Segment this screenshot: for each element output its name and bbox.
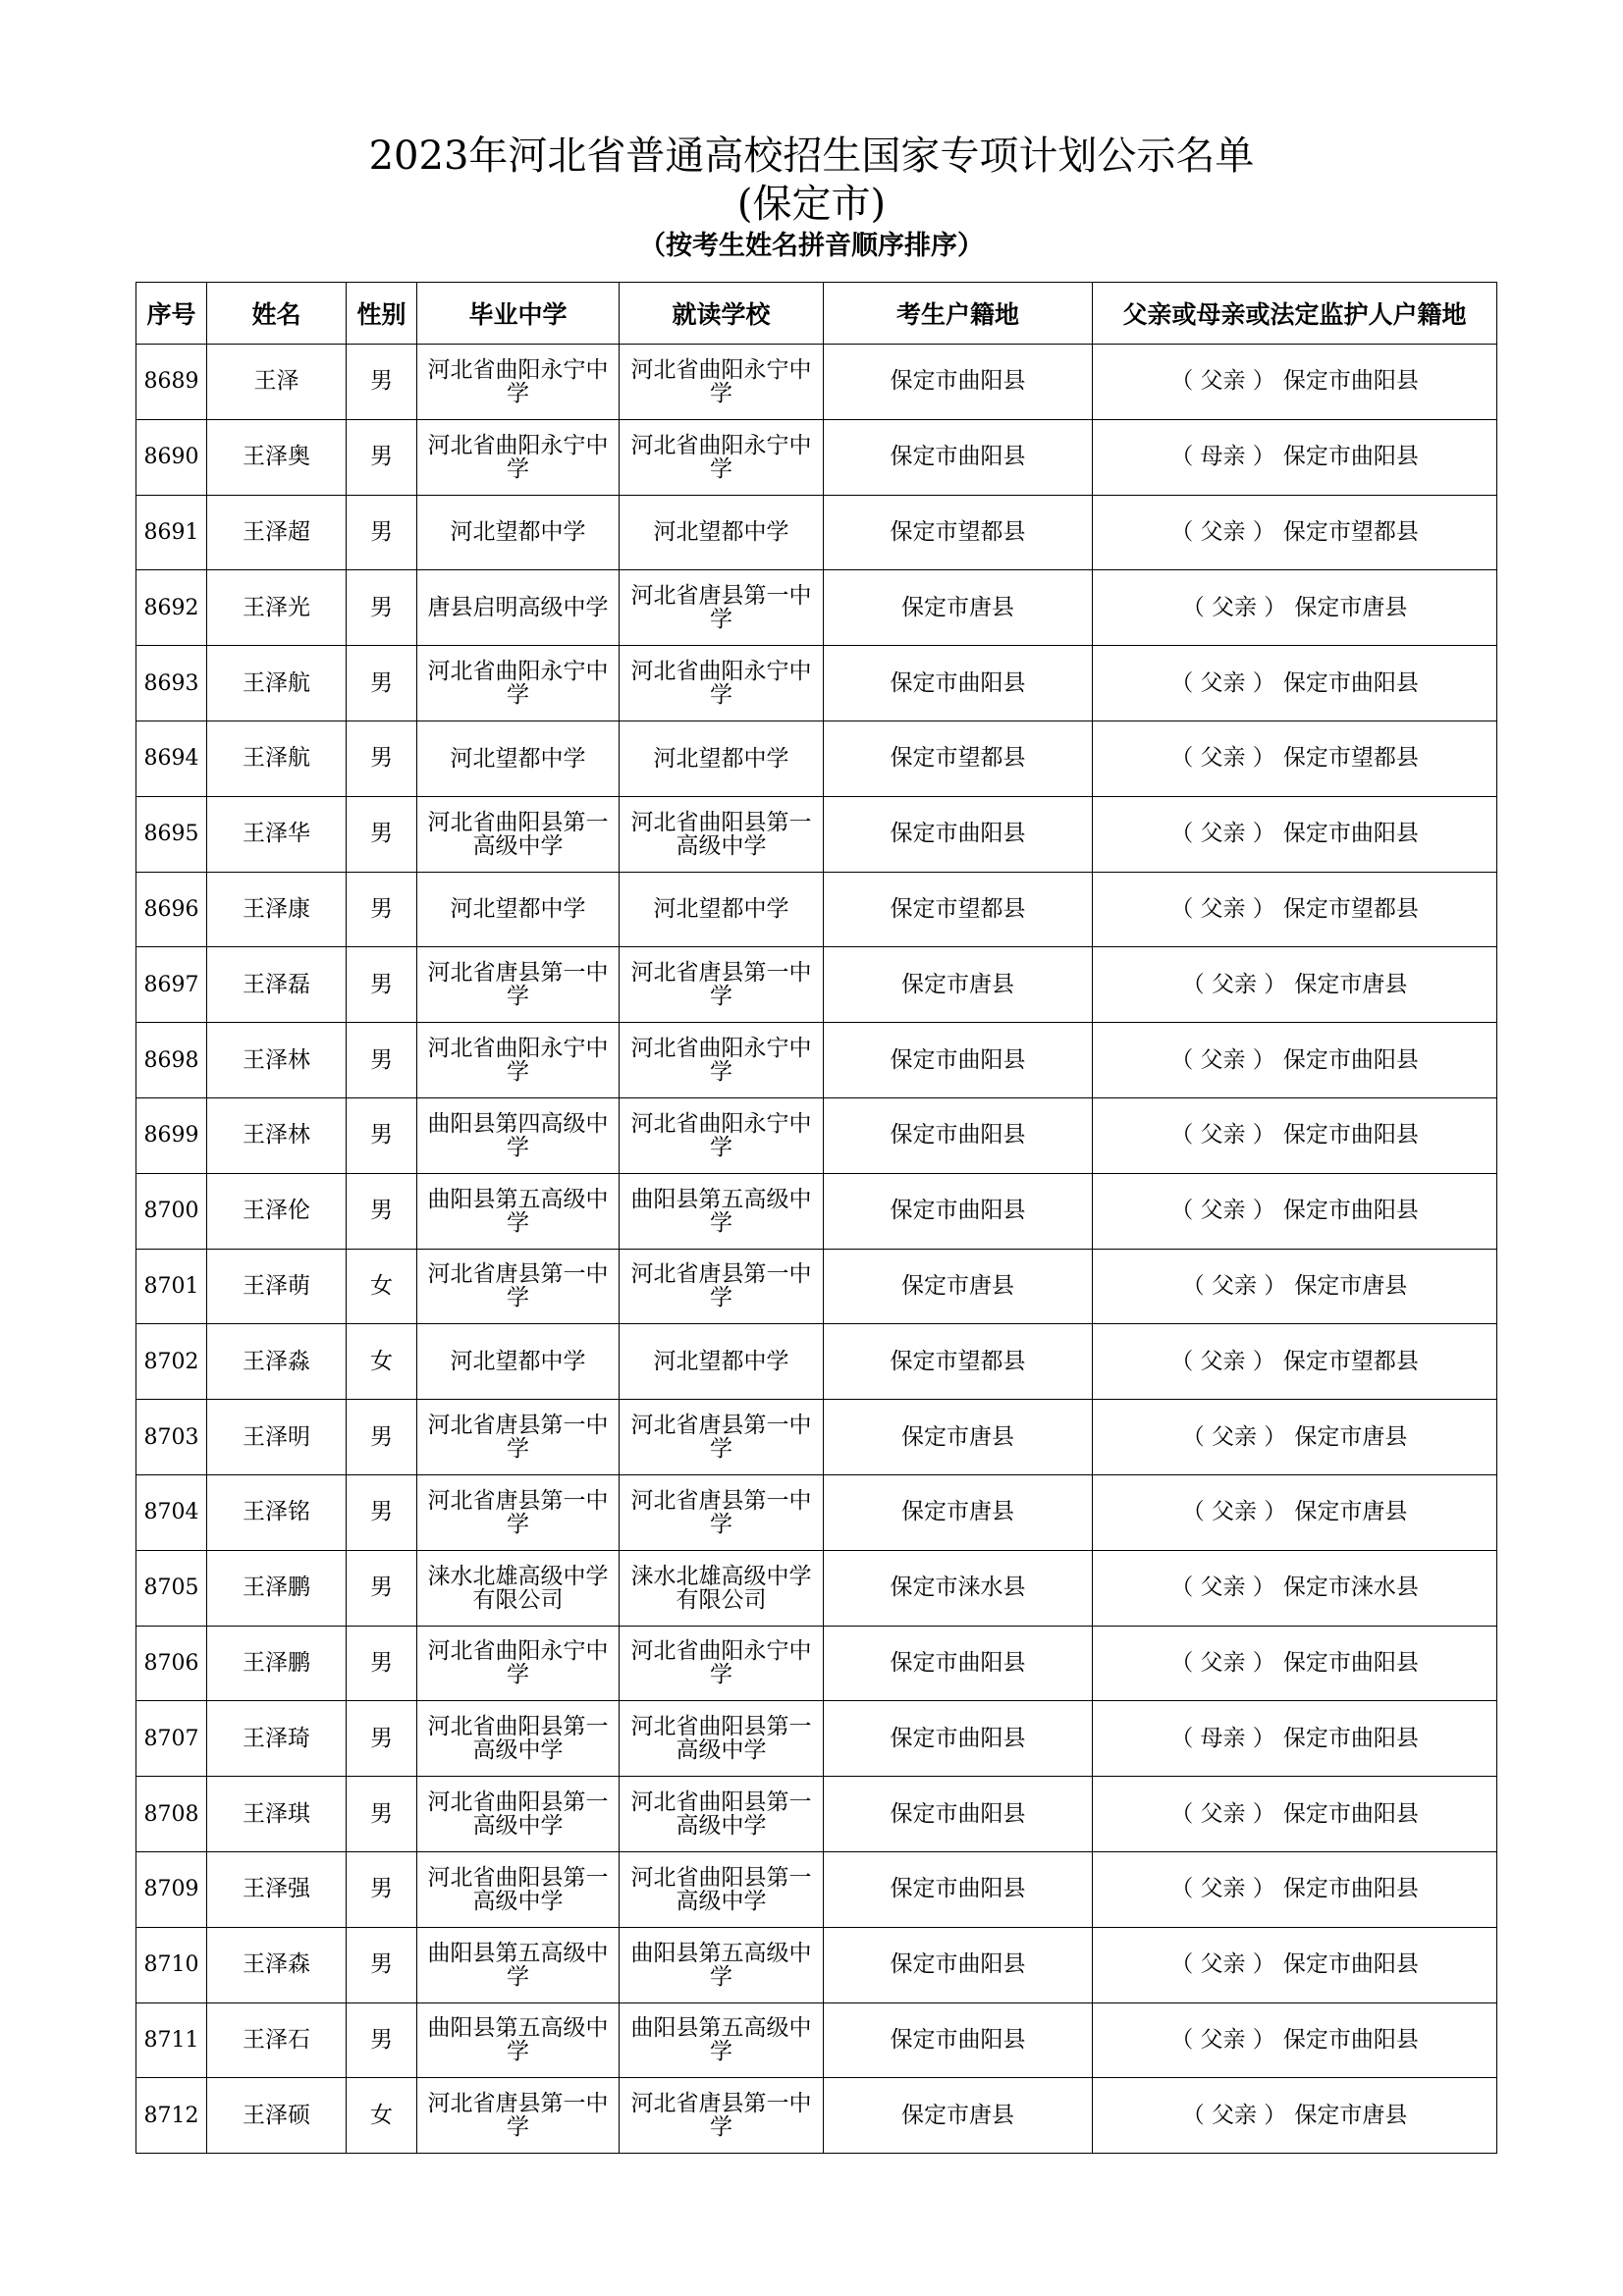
cell-current-school: 河北省唐县第一中学 [620,1474,824,1550]
guardian-relation: （ 父亲 ） [1181,1272,1287,1299]
cell-name: 王泽琦 [207,1701,347,1777]
cell-guardian [1093,721,1497,796]
guardian-hukou: 保定市唐县 [1294,594,1408,620]
cell-no: 8712 [136,2078,207,2154]
cell-no: 8699 [136,1097,207,1173]
table-row [136,495,1497,570]
guardian-relation: （ 父亲 ） [1170,745,1275,772]
cell-current-school: 涞水北雄高级中学有限公司 [620,1550,824,1626]
cell-grad-school: 河北省曲阳县第一高级中学 [417,1851,620,1927]
cell-no: 8709 [136,1851,207,1927]
cell-gender: 男 [347,1097,417,1173]
guardian-relation: （ 父亲 ） [1181,1423,1287,1450]
cell-current-school: 曲阳县第五高级中学 [620,1173,824,1249]
cell-grad-school: 河北望都中学 [417,721,620,796]
cell-grad-school: 河北省曲阳永宁中学 [417,1626,620,1701]
guardian-relation: （ 父亲 ） [1170,2026,1275,2053]
cell-guardian [1093,419,1497,495]
cell-current-school: 河北省曲阳县第一高级中学 [620,796,824,872]
cell-guardian [1093,796,1497,872]
cell-grad-school: 河北省曲阳县第一高级中学 [417,1701,620,1777]
guardian-hukou: 保定市曲阳县 [1282,1649,1419,1676]
cell-guardian [1093,1097,1497,1173]
cell-current-school: 河北望都中学 [620,872,824,947]
guardian-relation: （ 父亲 ） [1170,1348,1275,1374]
guardian-hukou: 保定市望都县 [1282,518,1419,545]
cell-name: 王泽铭 [207,1474,347,1550]
cell-hukou: 保定市曲阳县 [824,2002,1093,2078]
cell-name: 王泽磊 [207,947,347,1023]
guardian-hukou: 保定市曲阳县 [1282,368,1419,395]
cell-hukou: 保定市涞水县 [824,1550,1093,1626]
guardian-relation: （ 父亲 ） [1181,594,1287,620]
table-row [136,872,1497,947]
cell-current-school: 河北省唐县第一中学 [620,1249,824,1324]
cell-hukou: 保定市唐县 [824,1400,1093,1475]
document-title: 2023年河北省普通高校招生国家专项计划公示名单 [368,133,1255,179]
cell-guardian [1093,2002,1497,2078]
cell-guardian [1093,872,1497,947]
cell-gender: 男 [347,1550,417,1626]
cell-hukou: 保定市望都县 [824,872,1093,947]
cell-gender: 男 [347,1474,417,1550]
cell-no: 8698 [136,1023,207,1098]
roster-table [135,282,1497,2154]
cell-current-school: 河北省曲阳永宁中学 [620,1023,824,1098]
col-header-grad-school: 毕业中学 [417,283,620,345]
cell-gender: 男 [347,646,417,721]
cell-name: 王泽硕 [207,2078,347,2154]
cell-grad-school: 河北省曲阳永宁中学 [417,345,620,420]
cell-guardian [1093,1324,1497,1400]
table-row [136,1701,1497,1777]
cell-no: 8693 [136,646,207,721]
cell-gender: 男 [347,1927,417,2002]
cell-grad-school: 河北省唐县第一中学 [417,2078,620,2154]
cell-name: 王泽光 [207,570,347,646]
guardian-hukou: 保定市唐县 [1294,971,1408,997]
table-row [136,796,1497,872]
table-row [136,1777,1497,1852]
cell-no: 8701 [136,1249,207,1324]
cell-name: 王泽林 [207,1023,347,1098]
table-row [136,721,1497,796]
guardian-hukou: 保定市曲阳县 [1282,1046,1419,1073]
cell-hukou: 保定市唐县 [824,1474,1093,1550]
cell-grad-school: 河北省唐县第一中学 [417,1249,620,1324]
cell-current-school: 河北省曲阳县第一高级中学 [620,1777,824,1852]
cell-gender: 男 [347,872,417,947]
guardian-hukou: 保定市曲阳县 [1282,1800,1419,1827]
cell-grad-school: 河北省曲阳永宁中学 [417,419,620,495]
cell-no: 8697 [136,947,207,1023]
cell-name: 王泽石 [207,2002,347,2078]
guardian-relation: （ 父亲 ） [1170,1800,1275,1827]
cell-grad-school: 曲阳县第五高级中学 [417,2002,620,2078]
guardian-hukou: 保定市望都县 [1282,745,1419,772]
cell-guardian [1093,1927,1497,2002]
sort-note: （按考生姓名拼音顺序排序） [639,231,984,261]
cell-hukou: 保定市曲阳县 [824,1851,1093,1927]
cell-gender: 男 [347,2002,417,2078]
cell-name: 王泽航 [207,646,347,721]
guardian-relation: （ 父亲 ） [1181,971,1287,997]
cell-grad-school: 唐县启明高级中学 [417,570,620,646]
guardian-relation: （ 父亲 ） [1170,1649,1275,1676]
table-row [136,1400,1497,1475]
cell-no: 8708 [136,1777,207,1852]
guardian-relation: （ 父亲 ） [1170,1122,1275,1148]
cell-guardian [1093,1626,1497,1701]
cell-no: 8702 [136,1324,207,1400]
cell-hukou: 保定市曲阳县 [824,796,1093,872]
table-row [136,1173,1497,1249]
col-header-gender: 性别 [347,283,417,345]
cell-guardian [1093,495,1497,570]
cell-grad-school: 河北望都中学 [417,495,620,570]
cell-no: 8711 [136,2002,207,2078]
cell-name: 王泽鹏 [207,1550,347,1626]
guardian-hukou: 保定市唐县 [1294,1499,1408,1525]
guardian-hukou: 保定市唐县 [1294,1272,1408,1299]
cell-name: 王泽强 [207,1851,347,1927]
cell-name: 王泽明 [207,1400,347,1475]
cell-no: 8691 [136,495,207,570]
cell-no: 8689 [136,345,207,420]
col-header-no: 序号 [136,283,207,345]
table-row [136,1097,1497,1173]
guardian-relation: （ 母亲 ） [1170,1725,1275,1751]
table-row [136,1324,1497,1400]
cell-name: 王泽 [207,345,347,420]
cell-current-school: 曲阳县第五高级中学 [620,1927,824,2002]
cell-guardian [1093,1023,1497,1098]
cell-guardian [1093,947,1497,1023]
cell-no: 8710 [136,1927,207,2002]
guardian-hukou: 保定市涞水县 [1282,1575,1419,1601]
cell-name: 王泽森 [207,1927,347,2002]
cell-gender: 男 [347,721,417,796]
cell-current-school: 河北望都中学 [620,1324,824,1400]
cell-current-school: 河北省曲阳县第一高级中学 [620,1701,824,1777]
cell-no: 8703 [136,1400,207,1475]
table-row [136,646,1497,721]
cell-hukou: 保定市望都县 [824,495,1093,570]
guardian-relation: （ 父亲 ） [1170,1876,1275,1902]
cell-no: 8706 [136,1626,207,1701]
cell-grad-school: 曲阳县第五高级中学 [417,1173,620,1249]
cell-name: 王泽萌 [207,1249,347,1324]
cell-grad-school: 河北省曲阳县第一高级中学 [417,1777,620,1852]
cell-grad-school: 河北望都中学 [417,1324,620,1400]
cell-name: 王泽林 [207,1097,347,1173]
table-row [136,1023,1497,1098]
table-row [136,419,1497,495]
cell-gender: 男 [347,570,417,646]
cell-name: 王泽鹏 [207,1626,347,1701]
guardian-relation: （ 父亲 ） [1181,1499,1287,1525]
cell-guardian [1093,646,1497,721]
cell-name: 王泽华 [207,796,347,872]
table-row [136,2002,1497,2078]
cell-current-school: 河北望都中学 [620,721,824,796]
cell-hukou: 保定市曲阳县 [824,646,1093,721]
cell-current-school: 河北省唐县第一中学 [620,947,824,1023]
cell-grad-school: 曲阳县第五高级中学 [417,1927,620,2002]
guardian-hukou: 保定市望都县 [1282,1348,1419,1374]
cell-current-school: 河北省唐县第一中学 [620,570,824,646]
cell-current-school: 河北省曲阳永宁中学 [620,345,824,420]
cell-guardian [1093,570,1497,646]
guardian-relation: （ 父亲 ） [1170,368,1275,395]
guardian-relation: （ 父亲 ） [1170,1046,1275,1073]
cell-name: 王泽伦 [207,1173,347,1249]
cell-no: 8696 [136,872,207,947]
cell-hukou: 保定市唐县 [824,947,1093,1023]
table-row [136,345,1497,420]
cell-current-school: 曲阳县第五高级中学 [620,2002,824,2078]
cell-hukou: 保定市曲阳县 [824,1173,1093,1249]
cell-hukou: 保定市曲阳县 [824,345,1093,420]
guardian-relation: （ 父亲 ） [1170,518,1275,545]
cell-guardian [1093,1173,1497,1249]
cell-hukou: 保定市曲阳县 [824,1626,1093,1701]
guardian-relation: （ 父亲 ） [1170,1951,1275,1978]
cell-grad-school: 河北省曲阳永宁中学 [417,1023,620,1098]
cell-no: 8704 [136,1474,207,1550]
table-row [136,2078,1497,2154]
cell-gender: 男 [347,345,417,420]
cell-no: 8705 [136,1550,207,1626]
cell-gender: 男 [347,1626,417,1701]
cell-no: 8707 [136,1701,207,1777]
table-row [136,1249,1497,1324]
cell-hukou: 保定市曲阳县 [824,1023,1093,1098]
table-row [136,570,1497,646]
guardian-relation: （ 父亲 ） [1181,2102,1287,2128]
cell-gender: 男 [347,1851,417,1927]
cell-name: 王泽琪 [207,1777,347,1852]
cell-hukou: 保定市曲阳县 [824,1927,1093,2002]
cell-current-school: 河北省曲阳永宁中学 [620,1097,824,1173]
guardian-hukou: 保定市唐县 [1294,1423,1408,1450]
cell-name: 王泽航 [207,721,347,796]
cell-no: 8700 [136,1173,207,1249]
cell-no: 8690 [136,419,207,495]
cell-guardian [1093,1400,1497,1475]
cell-gender: 女 [347,1249,417,1324]
cell-gender: 男 [347,947,417,1023]
cell-guardian [1093,1701,1497,1777]
guardian-relation: （ 父亲 ） [1170,669,1275,696]
table-row [136,1851,1497,1927]
guardian-relation: （ 父亲 ） [1170,1575,1275,1601]
guardian-relation: （ 父亲 ） [1170,1198,1275,1224]
cell-guardian [1093,1550,1497,1626]
cell-hukou: 保定市唐县 [824,1249,1093,1324]
guardian-hukou: 保定市曲阳县 [1282,1725,1419,1751]
cell-no: 8694 [136,721,207,796]
guardian-hukou: 保定市曲阳县 [1282,669,1419,696]
col-header-name: 姓名 [207,283,347,345]
cell-hukou: 保定市望都县 [824,721,1093,796]
document-subtitle: (保定市) [736,182,887,227]
cell-grad-school: 涞水北雄高级中学有限公司 [417,1550,620,1626]
cell-grad-school: 河北省曲阳永宁中学 [417,646,620,721]
cell-gender: 男 [347,495,417,570]
cell-current-school: 河北望都中学 [620,495,824,570]
guardian-relation: （ 父亲 ） [1170,895,1275,922]
header-row [136,283,1497,345]
cell-current-school: 河北省曲阳永宁中学 [620,1626,824,1701]
guardian-hukou: 保定市曲阳县 [1282,1198,1419,1224]
cell-gender: 男 [347,419,417,495]
cell-current-school: 河北省曲阳县第一高级中学 [620,1851,824,1927]
cell-current-school: 河北省曲阳永宁中学 [620,419,824,495]
cell-hukou: 保定市曲阳县 [824,1777,1093,1852]
cell-grad-school: 河北省唐县第一中学 [417,1474,620,1550]
cell-gender: 男 [347,1023,417,1098]
cell-guardian [1093,2078,1497,2154]
cell-guardian [1093,1474,1497,1550]
cell-gender: 男 [347,1173,417,1249]
table-row [136,1550,1497,1626]
col-header-guardian-hukou: 父亲或母亲或法定监护人户籍地 [1093,283,1497,345]
cell-grad-school: 河北省唐县第一中学 [417,1400,620,1475]
guardian-hukou: 保定市曲阳县 [1282,1876,1419,1902]
cell-gender: 男 [347,1777,417,1852]
cell-current-school: 河北省唐县第一中学 [620,1400,824,1475]
cell-name: 王泽康 [207,872,347,947]
cell-hukou: 保定市唐县 [824,2078,1093,2154]
guardian-hukou: 保定市曲阳县 [1282,1951,1419,1978]
cell-no: 8695 [136,796,207,872]
cell-gender: 男 [347,1701,417,1777]
cell-guardian [1093,345,1497,420]
table-row [136,947,1497,1023]
guardian-hukou: 保定市曲阳县 [1282,444,1419,470]
cell-guardian [1093,1851,1497,1927]
cell-hukou: 保定市曲阳县 [824,419,1093,495]
cell-grad-school: 曲阳县第四高级中学 [417,1097,620,1173]
cell-gender: 男 [347,796,417,872]
guardian-hukou: 保定市曲阳县 [1282,1122,1419,1148]
guardian-relation: （ 父亲 ） [1170,821,1275,847]
cell-grad-school: 河北省唐县第一中学 [417,947,620,1023]
cell-gender: 女 [347,2078,417,2154]
guardian-hukou: 保定市曲阳县 [1282,2026,1419,2053]
cell-grad-school: 河北省曲阳县第一高级中学 [417,796,620,872]
cell-gender: 男 [347,1400,417,1475]
guardian-hukou: 保定市曲阳县 [1282,821,1419,847]
cell-name: 王泽淼 [207,1324,347,1400]
cell-hukou: 保定市曲阳县 [824,1097,1093,1173]
cell-hukou: 保定市曲阳县 [824,1701,1093,1777]
table-row [136,1474,1497,1550]
guardian-hukou: 保定市唐县 [1294,2102,1408,2128]
cell-grad-school: 河北望都中学 [417,872,620,947]
cell-name: 王泽奥 [207,419,347,495]
table-row [136,1927,1497,2002]
cell-gender: 女 [347,1324,417,1400]
table-row [136,1626,1497,1701]
cell-name: 王泽超 [207,495,347,570]
guardian-hukou: 保定市望都县 [1282,895,1419,922]
cell-current-school: 河北省曲阳永宁中学 [620,646,824,721]
cell-guardian [1093,1777,1497,1852]
cell-no: 8692 [136,570,207,646]
cell-guardian [1093,1249,1497,1324]
cell-hukou: 保定市唐县 [824,570,1093,646]
guardian-relation: （ 母亲 ） [1170,444,1275,470]
cell-hukou: 保定市望都县 [824,1324,1093,1400]
cell-current-school: 河北省唐县第一中学 [620,2078,824,2154]
col-header-current-school: 就读学校 [620,283,824,345]
col-header-hukou: 考生户籍地 [824,283,1093,345]
